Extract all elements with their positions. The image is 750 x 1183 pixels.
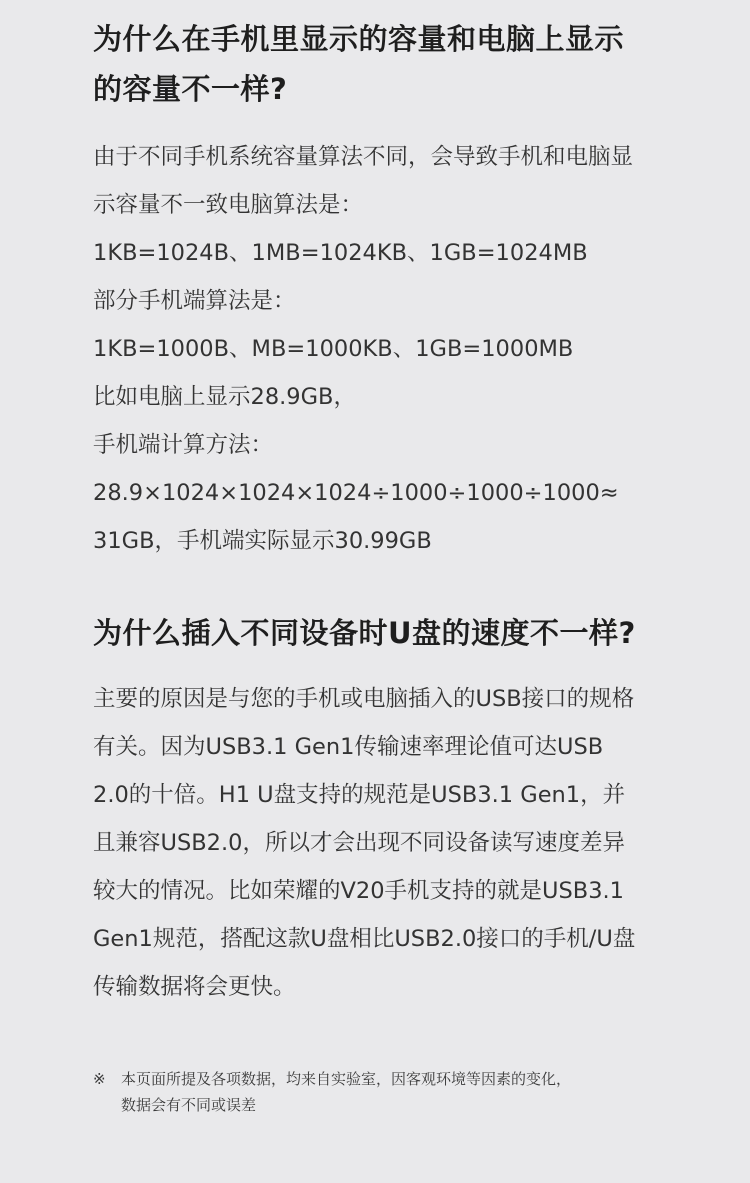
body-line: 有关。因为USB3.1 Gen1传输速率理论值可达USB: [93, 734, 604, 760]
speed-question-heading: 为什么插入不同设备时U盘的速度不一样?: [93, 616, 636, 650]
body-line: 由于不同手机系统容量算法不同，会导致手机和电脑显: [93, 144, 634, 170]
speed-explanation: [93, 675, 693, 1011]
section-capacity-heading: [93, 14, 693, 114]
footnote-text: 本页面所提及各项数据，均来自实验室，因客观环境等因素的变化，: [121, 1070, 572, 1088]
body-line: Gen1规范，搭配这款U盘相比USB2.0接口的手机/U盘: [93, 926, 636, 952]
body-line: 示容量不一致电脑算法是：: [93, 192, 364, 218]
body-line: 且兼容USB2.0，所以才会出现不同设备读写速度差异: [93, 830, 625, 856]
capacity-question-heading: [93, 14, 693, 114]
body-line: 传输数据将会更快。: [93, 974, 296, 1000]
body-line: 手机端计算方法：: [93, 432, 274, 458]
section-speed-body: [93, 675, 693, 1011]
heading-line: 为什么在手机里显示的容量和电脑上显示: [93, 22, 625, 56]
section-speed-heading: [93, 608, 693, 658]
reference-mark-icon: ※: [93, 1070, 106, 1088]
body-line: 部分手机端算法是：: [93, 288, 296, 314]
body-line: 较大的情况。比如荣耀的V20手机支持的就是USB3.1: [93, 878, 624, 904]
body-line: 1KB=1024B、1MB=1024KB、1GB=1024MB: [93, 240, 588, 266]
section-capacity-body: [93, 133, 693, 565]
body-line: 2.0的十倍。H1 U盘支持的规范是USB3.1 Gen1，并: [93, 782, 626, 808]
body-line: 比如电脑上显示28.9GB，: [93, 384, 356, 410]
body-line: 31GB，手机端实际显示30.99GB: [93, 528, 432, 554]
body-line: 1KB=1000B、MB=1000KB、1GB=1000MB: [93, 336, 574, 362]
footnote-line: [93, 1066, 713, 1092]
disclaimer-footnote: [93, 1066, 713, 1118]
capacity-explanation: [93, 133, 693, 565]
body-line: 28.9×1024×1024×1024÷1000÷1000÷1000≈: [93, 480, 619, 506]
body-line: 主要的原因是与您的手机或电脑插入的USB接口的规格: [93, 686, 635, 712]
heading-line: 的容量不一样?: [93, 72, 288, 106]
footnote-line: 数据会有不同或误差: [121, 1096, 257, 1114]
